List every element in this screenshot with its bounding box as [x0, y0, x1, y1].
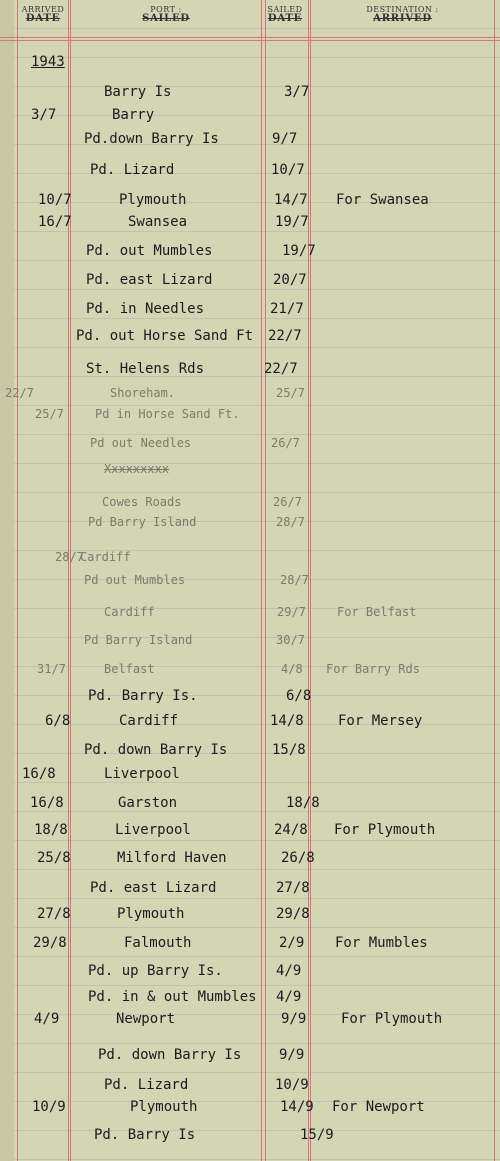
- port-sailed: Pd. out Horse Sand Ft: [76, 328, 254, 344]
- arrived-date: 25/8: [37, 850, 71, 866]
- port-sailed: Pd. east Lizard: [90, 880, 217, 896]
- port-sailed: Pd out Mumbles: [84, 573, 186, 587]
- port-sailed: Pd out Needles: [90, 436, 192, 450]
- sailed-date: 3/7: [284, 84, 310, 100]
- sailed-date: 9/7: [272, 131, 298, 147]
- port-sailed: Cardiff: [119, 713, 179, 729]
- port-sailed: Pd. down Barry Is: [84, 742, 228, 758]
- column-rule: [494, 0, 495, 1161]
- port-sailed: Plymouth: [117, 906, 185, 922]
- port-sailed: Pd. out Mumbles: [86, 243, 213, 259]
- port-sailed: Pd. Barry Is: [94, 1127, 196, 1143]
- sailed-date: 15/9: [300, 1127, 334, 1143]
- header-arrived-date: ARRIVED DATE: [21, 5, 65, 24]
- port-sailed: Barry Is: [104, 84, 172, 100]
- arrived-date: 29/8: [33, 935, 67, 951]
- arrived-date: 27/8: [37, 906, 71, 922]
- sailed-date: 6/8: [286, 688, 312, 704]
- sailed-date: 19/7: [275, 214, 309, 230]
- port-sailed: Cardiff: [104, 605, 155, 619]
- sailed-date: 28/7: [276, 515, 305, 529]
- port-sailed: Falmouth: [124, 935, 192, 951]
- header-port-sailed: PORT : SAILED: [142, 5, 190, 24]
- sailed-date: 24/8: [274, 822, 308, 838]
- header-sailed-date: SAILED DATE: [267, 5, 303, 24]
- port-sailed: Shoreham.: [110, 386, 176, 400]
- sailed-date: 15/8: [272, 742, 306, 758]
- sailed-date: 14/7: [274, 192, 308, 208]
- port-sailed: Pd. down Barry Is: [98, 1047, 242, 1063]
- destination: For Belfast: [337, 605, 417, 619]
- port-sailed: Pd. in & out Mumbles: [88, 989, 257, 1005]
- sailed-date: 27/8: [276, 880, 310, 896]
- column-rule: [310, 0, 311, 1161]
- arrived-date: 22/7: [5, 386, 34, 400]
- port-sailed: Garston: [118, 795, 178, 811]
- column-rule: [261, 0, 262, 1161]
- sailed-date: 26/7: [273, 495, 302, 509]
- port-sailed: Pd in Horse Sand Ft.: [95, 407, 240, 421]
- arrived-date: 25/7: [35, 407, 64, 421]
- sailed-date: 14/8: [270, 713, 304, 729]
- port-sailed: Pd. Lizard: [90, 162, 175, 178]
- sailed-date: 30/7: [276, 633, 305, 647]
- year-heading: 1943: [31, 54, 65, 70]
- port-sailed: Barry: [112, 107, 155, 123]
- sailed-date: 9/9: [279, 1047, 305, 1063]
- sailed-date: 20/7: [273, 272, 307, 288]
- port-sailed: Plymouth: [130, 1099, 198, 1115]
- header-rule: [0, 37, 500, 38]
- port-sailed: Xxxxxxxxx: [104, 462, 170, 476]
- port-sailed: Milford Haven: [117, 850, 227, 866]
- sailed-date: 10/9: [275, 1077, 309, 1093]
- arrived-date: 6/8: [45, 713, 71, 729]
- port-sailed: Swansea: [128, 214, 188, 230]
- port-sailed: Pd Barry Island: [84, 633, 193, 647]
- sailed-date: 26/7: [271, 436, 300, 450]
- destination: For Newport: [332, 1099, 425, 1115]
- arrived-date: 10/7: [38, 192, 72, 208]
- arrived-date: 28/7: [55, 550, 84, 564]
- port-sailed: Pd.down Barry Is: [84, 131, 219, 147]
- sailed-date: 14/9: [280, 1099, 314, 1115]
- sailed-date: 18/8: [286, 795, 320, 811]
- sailed-date: 22/7: [264, 361, 298, 377]
- sailed-date: 25/7: [276, 386, 305, 400]
- destination: For Plymouth: [334, 822, 436, 838]
- destination: For Mumbles: [335, 935, 428, 951]
- port-sailed: Pd. in Needles: [86, 301, 205, 317]
- column-rule: [265, 0, 266, 1161]
- column-rule: [68, 0, 69, 1161]
- sailed-date: 4/9: [276, 989, 302, 1005]
- port-sailed: Pd Barry Island: [88, 515, 197, 529]
- sailed-date: 2/9: [279, 935, 305, 951]
- sailed-date: 10/7: [271, 162, 305, 178]
- arrived-date: 16/8: [22, 766, 56, 782]
- sailed-date: 4/9: [276, 963, 302, 979]
- arrived-date: 31/7: [37, 662, 66, 676]
- destination: For Barry Rds: [326, 662, 420, 676]
- port-sailed: Pd. up Barry Is.: [88, 963, 223, 979]
- port-sailed: Belfast: [104, 662, 155, 676]
- port-sailed: Plymouth: [119, 192, 187, 208]
- header-rule: [0, 40, 500, 41]
- sailed-date: 28/7: [280, 573, 309, 587]
- sailed-date: 19/7: [282, 243, 316, 259]
- destination: For Mersey: [338, 713, 423, 729]
- arrived-date: 16/7: [38, 214, 72, 230]
- arrived-date: 4/9: [34, 1011, 60, 1027]
- port-sailed: Liverpool: [115, 822, 191, 838]
- header-destination-arrived: DESTINATION : ARRIVED: [366, 5, 439, 24]
- page-edge: [0, 0, 14, 1161]
- port-sailed: Pd. east Lizard: [86, 272, 213, 288]
- sailed-date: 29/8: [276, 906, 310, 922]
- destination: For Swansea: [336, 192, 429, 208]
- sailed-date: 4/8: [281, 662, 303, 676]
- port-sailed: Liverpool: [104, 766, 180, 782]
- destination: For Plymouth: [341, 1011, 443, 1027]
- port-sailed: Pd. Barry Is.: [88, 688, 198, 704]
- arrived-date: 3/7: [31, 107, 57, 123]
- port-sailed: Cowes Roads: [102, 495, 182, 509]
- arrived-date: 10/9: [32, 1099, 66, 1115]
- port-sailed: Cardiff: [80, 550, 131, 564]
- port-sailed: Newport: [116, 1011, 176, 1027]
- arrived-date: 16/8: [30, 795, 64, 811]
- sailed-date: 21/7: [270, 301, 304, 317]
- port-sailed: Pd. Lizard: [104, 1077, 189, 1093]
- sailed-date: 29/7: [277, 605, 306, 619]
- sailed-date: 9/9: [281, 1011, 307, 1027]
- sailed-date: 22/7: [268, 328, 302, 344]
- sailed-date: 26/8: [281, 850, 315, 866]
- port-sailed: St. Helens Rds: [86, 361, 205, 377]
- column-rule: [70, 0, 71, 1161]
- column-rule: [17, 0, 18, 1161]
- arrived-date: 18/8: [34, 822, 68, 838]
